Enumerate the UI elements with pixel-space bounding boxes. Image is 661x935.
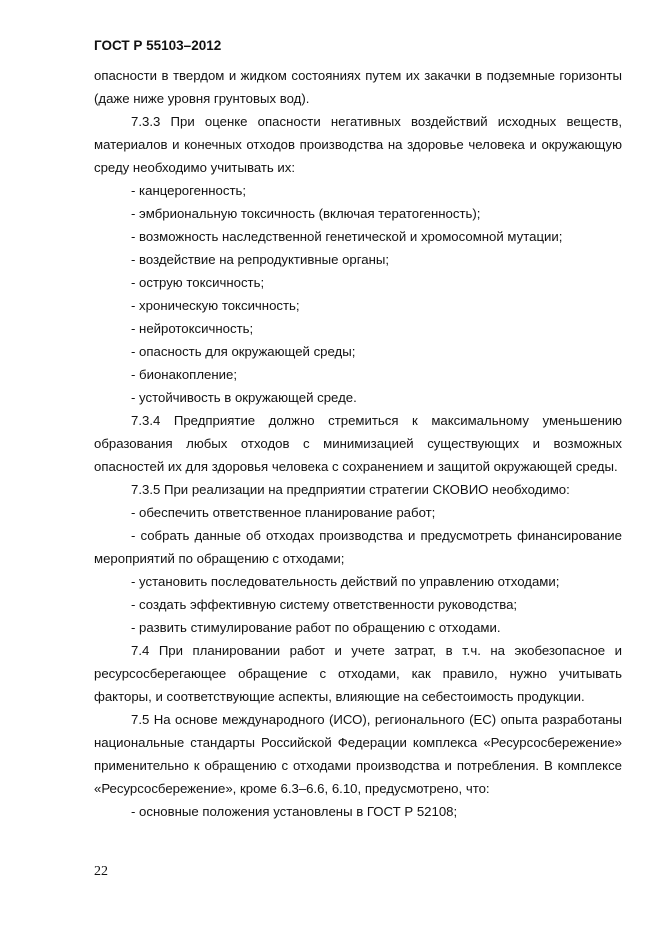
paragraph-7-3-4: 7.3.4 Предприятие должно стремиться к максимальному уменьшению образования любых отходов с минимизацией существующих и возможных опасностей их для здоровья человека с сохранением и защитой окружающей среды. [94,413,622,474]
list-item: - возможность наследственной генетической и хромосомной мутации; [131,229,563,244]
list-item: - канцерогенность; [131,183,247,198]
list-item: - острую токсичность; [131,275,265,290]
list-item: - устойчивость в окружающей среде. [131,390,357,405]
page-number: 22 [94,864,108,879]
list-item: - хроническую токсичность; [131,298,300,313]
paragraph-7-4: 7.4 При планировании работ и учете затрат, в т.ч. на экобезопасное и ресурсосберегающее обращение с отходами, как правило, нужно учитывать факторы, и соответствующие аспекты, влияющие на себестоимость продукции. [94,643,622,704]
paragraph-7-5: 7.5 На основе международного (ИСО), регионального (ЕС) опыта разработаны национальные стандарты Российской Федерации комплекса «Ресурсосбережение» применительно к обращению с отходами производства и потребления. В комплексе «Ресурсосбережение», кроме 6.3–6.6, 6.10, предусмотрено, что: [94,712,622,796]
list-item: - эмбриональную токсичность (включая тератогенность); [131,206,481,221]
list-item: - обеспечить ответственное планирование работ; [131,505,436,520]
list-item: - развить стимулирование работ по обращению с отходами. [131,620,501,635]
list-item: - бионакопление; [131,367,237,382]
list-item: - опасность для окружающей среды; [131,344,356,359]
list-item: - воздействие на репродуктивные органы; [131,252,390,267]
paragraph-continuation: опасности в твердом и жидком состояниях путем их закачки в подземные горизонты (даже ниже уровня грунтовых вод). [94,68,622,106]
list-item: - собрать данные об отходах производства и предусмотреть финансирование мероприятий по обращению с отходами; [94,528,622,566]
list-item: - установить последовательность действий по управлению отходами; [131,574,560,589]
paragraph-7-3-3: 7.3.3 При оценке опасности негативных воздействий исходных веществ, материалов и конечных отходов производства на здоровье человека и окружающую среду необходимо учитывать их: [94,114,622,175]
list-item: - создать эффективную систему ответственности руководства; [131,597,518,612]
list-item: - основные положения установлены в ГОСТ Р 52108; [131,804,458,819]
list-item: - нейротоксичность; [131,321,254,336]
document-body [94,64,622,823]
paragraph-7-3-5: 7.3.5 При реализации на предприятии стратегии СКОВИО необходимо: [131,482,570,497]
document-header: ГОСТ Р 55103–2012 [94,38,222,53]
